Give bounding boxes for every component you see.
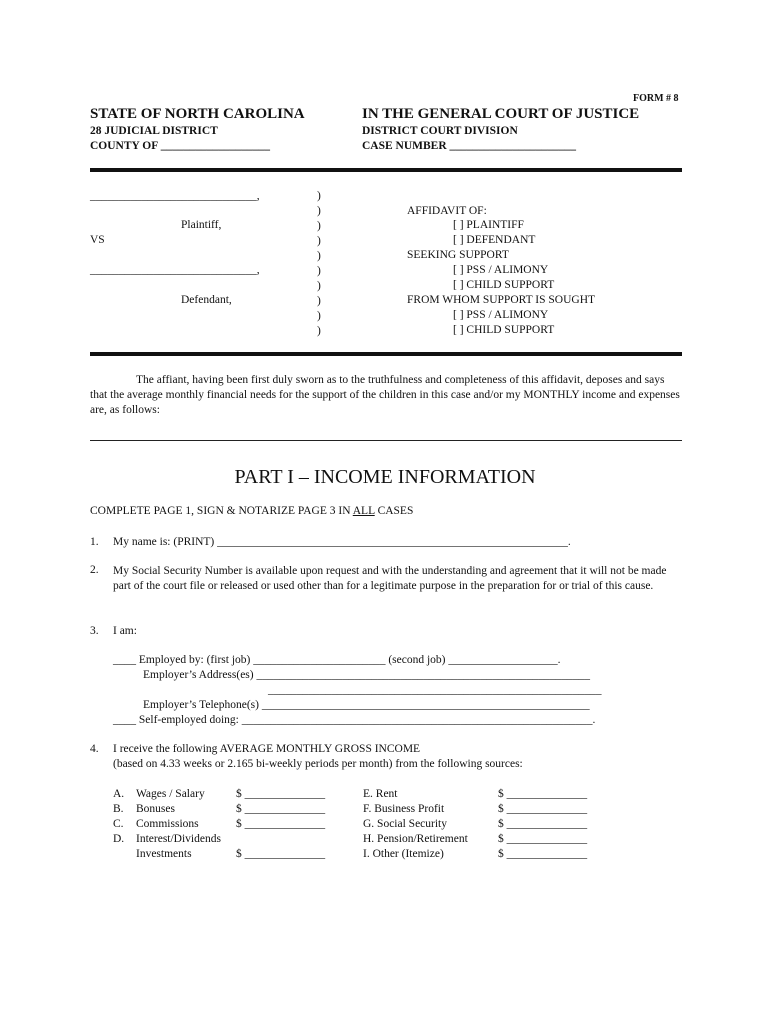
- caption-paren: ): [317, 325, 321, 337]
- header-divider: [90, 168, 682, 172]
- name-field[interactable]: My name is: (PRINT) _____________________________________________________________.: [113, 536, 571, 548]
- income-label-business-profit: F. Business Profit: [363, 803, 445, 815]
- caption-paren: ): [317, 280, 321, 292]
- affidavit-of-label: AFFIDAVIT OF:: [407, 205, 487, 217]
- employer-address-field[interactable]: Employer’s Address(es) __________________________________________________________: [143, 669, 590, 681]
- defendant-name-field[interactable]: _____________________________,: [90, 264, 260, 276]
- income-letter: A.: [113, 788, 125, 800]
- caption-paren: ): [317, 235, 321, 247]
- self-employed-field[interactable]: ____ Self-employed doing: _____________________________________________________________.: [113, 714, 596, 726]
- income-letter: B.: [113, 803, 124, 815]
- checkbox-plaintiff[interactable]: [ ] PLAINTIFF: [453, 219, 524, 231]
- income-letter: D.: [113, 833, 125, 845]
- form-number: FORM # 8: [633, 93, 679, 104]
- instruction-all: ALL: [352, 505, 375, 517]
- income-amount-rent[interactable]: $ ______________: [498, 788, 588, 800]
- defendant-label: Defendant,: [181, 294, 232, 306]
- item-number: 2.: [90, 564, 99, 576]
- court-heading: IN THE GENERAL COURT OF JUSTICE: [362, 106, 640, 122]
- gross-income-basis: (based on 4.33 weeks or 2.165 bi-weekly periods per month) from the following sources:: [113, 758, 523, 770]
- caption-paren: ): [317, 295, 321, 307]
- income-amount-wages[interactable]: $ ______________: [236, 788, 326, 800]
- item-number: 1.: [90, 536, 99, 548]
- income-amount-bonuses[interactable]: $ ______________: [236, 803, 326, 815]
- county-field[interactable]: COUNTY OF ___________________: [90, 140, 270, 152]
- versus-label: VS: [90, 234, 105, 246]
- instruction-post: CASES: [374, 505, 414, 517]
- income-label-commissions: Commissions: [136, 818, 199, 830]
- checkbox-from-pss-alimony[interactable]: [ ] PSS / ALIMONY: [453, 309, 549, 321]
- caption-paren: ): [317, 310, 321, 322]
- instruction-pre: COMPLETE PAGE 1, SIGN & NOTARIZE PAGE 3 IN: [90, 505, 353, 517]
- intro-divider: [90, 440, 682, 441]
- income-amount-pension[interactable]: $ ______________: [498, 833, 588, 845]
- employed-by-field[interactable]: ____ Employed by: (first job) _______________________ (second job) ___________________.: [113, 654, 561, 666]
- caption-paren: ): [317, 205, 321, 217]
- plaintiff-label: Plaintiff,: [181, 219, 222, 231]
- case-number-field[interactable]: CASE NUMBER ______________________: [362, 140, 577, 152]
- caption-divider: [90, 352, 682, 356]
- caption-paren: ): [317, 190, 321, 202]
- checkbox-seeking-pss-alimony[interactable]: [ ] PSS / ALIMONY: [453, 264, 549, 276]
- income-label-pension: H. Pension/Retirement: [363, 833, 468, 845]
- caption-paren: ): [317, 220, 321, 232]
- income-label-other: I. Other (Itemize): [363, 848, 444, 860]
- income-label-interest: Interest/Dividends: [136, 833, 221, 845]
- employer-address-line2[interactable]: __________________________________________________________: [268, 684, 602, 696]
- income-amount-business-profit[interactable]: $ ______________: [498, 803, 588, 815]
- gross-income-heading: I receive the following AVERAGE MONTHLY GROSS INCOME: [113, 743, 421, 755]
- checkbox-from-child-support[interactable]: [ ] CHILD SUPPORT: [453, 324, 555, 336]
- income-label-bonuses: Bonuses: [136, 803, 175, 815]
- from-whom-label: FROM WHOM SUPPORT IS SOUGHT: [407, 294, 596, 306]
- income-label-social-security: G. Social Security: [363, 818, 447, 830]
- plaintiff-name-field[interactable]: _____________________________,: [90, 190, 260, 202]
- division-label: DISTRICT COURT DIVISION: [362, 125, 518, 137]
- income-label-investments: Investments: [136, 848, 192, 860]
- instruction-text: [90, 505, 413, 517]
- ssn-statement: My Social Security Number is available upon request and with the understanding and agreement that it will not be made part of the court file or released or used other than for a legitimate purpose in the preparation for or trial of this cause.: [113, 565, 667, 592]
- employer-telephone-field[interactable]: Employer’s Telephone(s) _________________________________________________________: [143, 699, 590, 711]
- checkbox-defendant[interactable]: [ ] DEFENDANT: [453, 234, 536, 246]
- seeking-support-label: SEEKING SUPPORT: [407, 249, 509, 261]
- state-heading: STATE OF NORTH CAROLINA: [90, 106, 305, 122]
- item-number: 4.: [90, 743, 99, 755]
- checkbox-seeking-child-support[interactable]: [ ] CHILD SUPPORT: [453, 279, 555, 291]
- income-amount-investments[interactable]: $ ______________: [236, 848, 326, 860]
- caption-paren: ): [317, 250, 321, 262]
- district-label: 28 JUDICIAL DISTRICT: [90, 125, 218, 137]
- income-label-rent: E. Rent: [363, 788, 398, 800]
- income-label-wages: Wages / Salary: [136, 788, 205, 800]
- item-number: 3.: [90, 625, 99, 637]
- income-amount-social-security[interactable]: $ ______________: [498, 818, 588, 830]
- intro-paragraph: The affiant, having been first duly sworn as to the truthfulness and completeness of this affidavit, deposes and says that the average monthly financial needs for the support of the children in this case and/or my MONTHLY income and expenses are, as follows:: [90, 374, 680, 416]
- income-amount-commissions[interactable]: $ ______________: [236, 818, 326, 830]
- income-amount-other[interactable]: $ ______________: [498, 848, 588, 860]
- income-letter: C.: [113, 818, 124, 830]
- i-am-label: I am:: [113, 625, 137, 637]
- caption-paren: ): [317, 265, 321, 277]
- part1-title: PART I – INCOME INFORMATION: [234, 466, 536, 488]
